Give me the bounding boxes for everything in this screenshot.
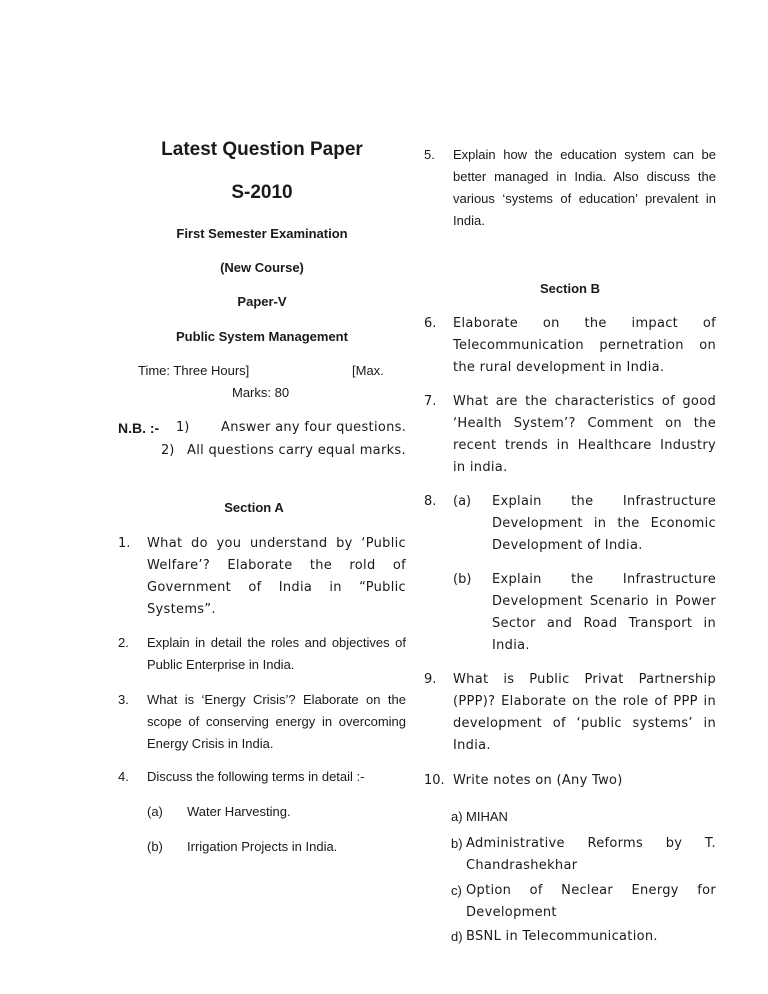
- question-5-number: 5.: [424, 147, 435, 162]
- question-1-number: 1.: [118, 536, 131, 551]
- note-a: [451, 806, 716, 828]
- question-7: [424, 391, 716, 479]
- question-8b-label: (b): [453, 572, 472, 587]
- question-8-number: 8.: [424, 494, 437, 509]
- question-10: [424, 770, 716, 792]
- question-1-text: What do you understand by ‘Public Welfare’? Elaborate the rold of Government of India in “Public Systems”.: [147, 536, 406, 617]
- question-3: [118, 689, 406, 755]
- question-6-text: Elaborate on the impact of Telecommunication pernetration on the rural development in India.: [453, 316, 716, 375]
- question-6-number: 6.: [424, 316, 437, 331]
- note-b-text: Administrative Reforms by T. Chandrashekhar: [466, 836, 716, 873]
- question-10-number: 10.: [424, 773, 445, 788]
- question-4b: [147, 836, 406, 858]
- question-8a-label: (a): [453, 494, 472, 509]
- note-c-text: Option of Neclear Energy for Development: [466, 883, 716, 920]
- max-label: [Max.: [352, 363, 384, 378]
- note-a-text: MIHAN: [466, 809, 508, 824]
- nb-item-2-text: All questions carry equal marks.: [187, 443, 406, 458]
- question-4b-label: (b): [147, 839, 163, 854]
- nb-item-2-num: 2): [161, 443, 175, 458]
- note-c-label: c): [451, 883, 462, 898]
- question-5: [424, 144, 716, 232]
- note-b: [451, 833, 716, 877]
- question-4-number: 4.: [118, 769, 129, 784]
- question-4: [118, 766, 406, 788]
- question-7-number: 7.: [424, 394, 437, 409]
- question-8a: [453, 491, 716, 557]
- note-a-label: a): [451, 809, 463, 824]
- marks-label: Marks: 80: [232, 385, 290, 400]
- question-4-text: Discuss the following terms in detail :-: [147, 769, 365, 784]
- question-4a-text: Water Harvesting.: [187, 804, 291, 819]
- note-b-label: b): [451, 836, 463, 851]
- note-d-label: d): [451, 929, 463, 944]
- question-8b-text: Explain the Infrastructure Development Scenario in Power Sector and Road Transport in India.: [492, 572, 716, 653]
- question-8a-text: Explain the Infrastructure Development in the Economic Development of India.: [492, 494, 716, 553]
- question-2: [118, 632, 406, 676]
- question-7-text: What are the characteristics of good ‘Health System’? Comment on the recent trends in Healthcare Industry in india.: [453, 394, 716, 475]
- question-4b-text: Irrigation Projects in India.: [187, 839, 338, 854]
- nb-label: N.B. :-: [118, 420, 160, 436]
- paper-title: Latest Question Paper: [161, 139, 363, 160]
- subject-name: Public System Management: [176, 329, 348, 344]
- question-6: [424, 313, 716, 379]
- note-c: [451, 880, 716, 924]
- question-9-number: 9.: [424, 672, 437, 687]
- question-2-number: 2.: [118, 635, 129, 650]
- question-3-text: What is ‘Energy Crisis’? Elaborate on the scope of conserving energy in overcoming Energy Crisis in India.: [147, 692, 406, 751]
- question-9: [424, 669, 716, 757]
- section-b-title: Section B: [540, 281, 600, 296]
- question-2-text: Explain in detail the roles and objectives of Public Enterprise in India.: [147, 635, 406, 672]
- question-5-text: Explain how the education system can be better managed in India. Also discuss the various ‘systems of education’ prevalent in India.: [453, 147, 716, 228]
- paper-number: Paper-V: [237, 294, 287, 309]
- nb-item-1-num: 1): [176, 420, 190, 435]
- note-d-text: BSNL in Telecommunication.: [466, 929, 658, 944]
- question-10-text: Write notes on (Any Two): [453, 773, 623, 788]
- question-4a-label: (a): [147, 804, 163, 819]
- question-9-text: What is Public Privat Partnership (PPP)? Elaborate on the role of PPP in development of ‘public systems’ in India.: [453, 672, 716, 753]
- exam-name: First Semester Examination: [176, 226, 348, 241]
- note-d: [451, 926, 716, 948]
- time-label: Time: Three Hours]: [138, 363, 250, 378]
- section-a-title: Section A: [224, 500, 284, 515]
- nb-item-1-text: Answer any four questions.: [221, 420, 407, 435]
- question-4a: [147, 801, 406, 823]
- question-3-number: 3.: [118, 692, 129, 707]
- paper-code: S-2010: [231, 182, 293, 203]
- course-label: (New Course): [220, 260, 304, 275]
- question-8b: [453, 569, 716, 657]
- question-1: [118, 533, 406, 621]
